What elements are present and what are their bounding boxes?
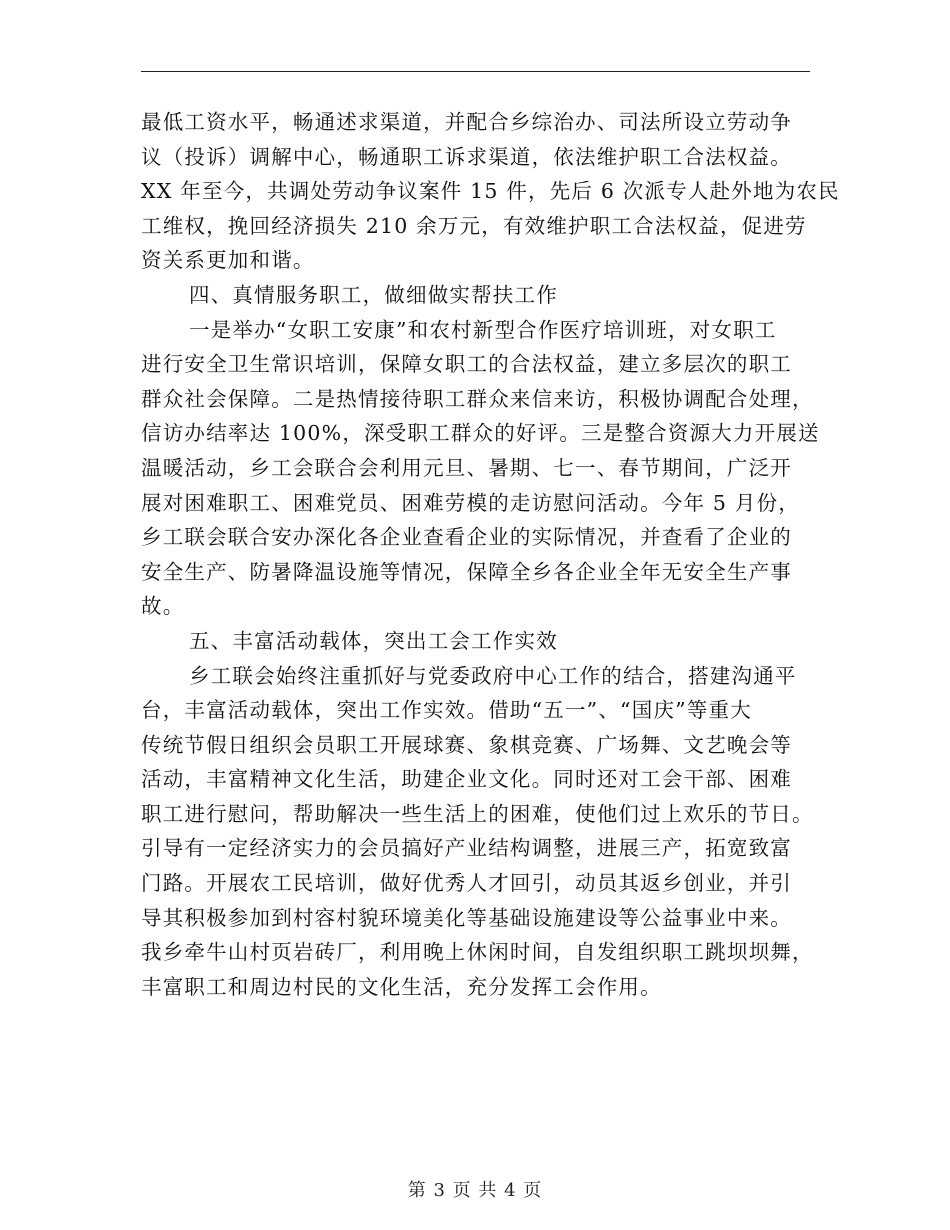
body-text <box>141 105 840 1004</box>
text-line: 丰富职工和周边村民的文化生活，充分发挥工会作用。 <box>141 974 662 999</box>
text-line: 传统节假日组织会员职工开展球赛、象棋竞赛、广场舞、文艺晚会等 <box>141 732 792 757</box>
text-line: 引导有一定经济实力的会员搞好产业结构调整，进展三产，拓宽致富 <box>141 836 792 861</box>
text-line: 进行安全卫生常识培训，保障女职工的合法权益，建立多层次的职工 <box>141 352 792 377</box>
text-line: 乡工联会始终注重抓好与党委政府中心工作的结合，搭建沟通平 <box>189 663 797 688</box>
text-line: 我乡牵牛山村页岩砖厂，利用晚上休闲时间，自发组织职工跳坝坝舞， <box>141 940 814 965</box>
text-line: 导其积极参加到村容村貌环境美化等基础设施建设等公益事业中来。 <box>141 905 792 930</box>
text-line: 工维权，挽回经济损失 210 余万元，有效维护职工合法权益，促进劳 <box>141 213 807 238</box>
text-line: 温暖活动，乡工会联合会利用元旦、暑期、七一、春节期间，广泛开 <box>141 455 792 480</box>
text-line: 最低工资水平，畅通述求渠道，并配合乡综治办、司法所设立劳动争 <box>141 110 792 134</box>
section-heading: 五、丰富活动载体，突出工会工作实效 <box>189 628 558 653</box>
text-line: 信访办结率达 100%，深受职工群众的好评。三是整合资源大力开展送 <box>141 421 820 446</box>
text-line: 故。 <box>141 594 185 619</box>
text-line: 群众社会保障。二是热情接待职工群众来信来访，积极协调配合处理， <box>141 386 814 411</box>
text-line: 一是举办“女职工安康”和农村新型合作医疗培训班，对女职工 <box>189 317 777 342</box>
section-heading: 四、真情服务职工，做细做实帮扶工作 <box>189 282 558 307</box>
text-line: 展对困难职工、困难党员、困难劳模的走访慰问活动。今年 5 月份， <box>141 490 800 515</box>
text-line: XX 年至今，共调处劳动争议案件 15 件，先后 6 次派专人赴外地为农民 <box>141 179 840 204</box>
text-line: 门路。开展农工民培训，做好优秀人才回引，动员其返乡创业，并引 <box>141 871 792 896</box>
text-line: 台，丰富活动载体，突出工作实效。借助“五一”、“国庆”等重大 <box>141 698 752 723</box>
page-number-footer: 第 3 页 共 4 页 <box>407 1180 543 1201</box>
text-line: 议（投诉）调解中心，畅通职工诉求渠道，依法维护职工合法权益。 <box>141 144 792 169</box>
text-line: 资关系更加和谐。 <box>141 248 315 273</box>
text-line: 职工进行慰问，帮助解决一些生活上的困难，使他们过上欢乐的节日。 <box>141 801 814 826</box>
header-rule <box>141 71 810 72</box>
text-line: 活动，丰富精神文化生活，助建企业文化。同时还对工会干部、困难 <box>141 767 792 792</box>
text-line: 乡工联会联合安办深化各企业查看企业的实际情况，并查看了企业的 <box>141 525 792 550</box>
text-line: 安全生产、防暑降温设施等情况，保障全乡各企业全年无安全生产事 <box>141 559 792 584</box>
